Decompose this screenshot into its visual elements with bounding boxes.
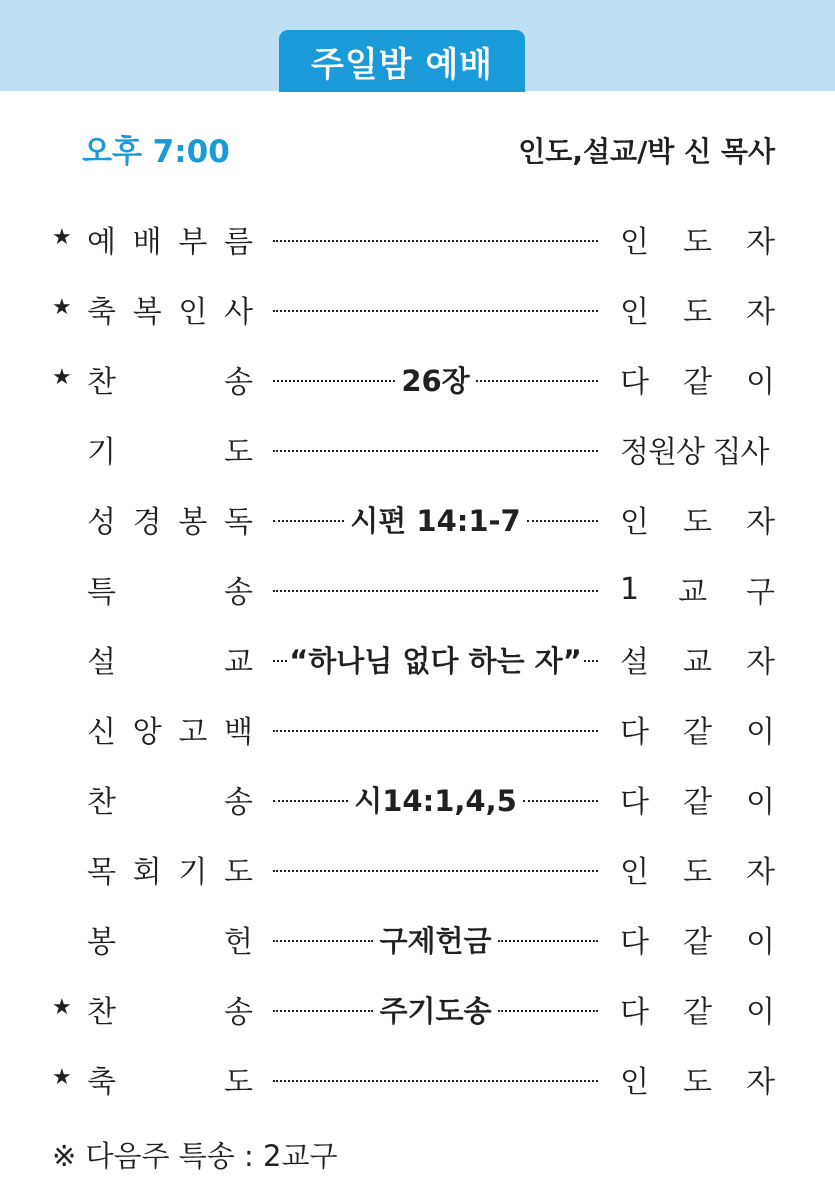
order-item-char: 찬 xyxy=(87,995,116,1030)
person-char: 이 xyxy=(746,925,775,960)
order-item-char: 찬 xyxy=(87,785,116,820)
person-char: 교 xyxy=(678,575,708,610)
order-item-person xyxy=(620,569,775,609)
order-row xyxy=(0,629,835,699)
person-char: 이 xyxy=(746,995,775,1030)
dotted-leader xyxy=(273,1059,598,1099)
next-week-note: ※ 다음주 특송 : 2교구 xyxy=(52,1139,338,1173)
person-char: 다 xyxy=(620,365,649,400)
person-char: 이 xyxy=(746,715,775,750)
preacher-info: 인도,설교/박 신 목사 xyxy=(518,135,775,168)
person-char: 다 xyxy=(620,785,649,820)
order-row xyxy=(0,1049,835,1119)
dotted-leader xyxy=(273,849,598,889)
person-char: 다 xyxy=(620,715,649,750)
order-row xyxy=(0,839,835,909)
order-item-char: 인 xyxy=(178,295,208,330)
order-item-char: 축 xyxy=(87,1065,116,1100)
person-char: 자 xyxy=(746,225,775,260)
leader-dots xyxy=(523,800,598,802)
order-item-detail: 26장 xyxy=(401,363,470,398)
person-char: 도 xyxy=(683,855,712,890)
order-item-name xyxy=(87,919,253,959)
person-char: 이 xyxy=(746,365,775,400)
order-item-char: 도 xyxy=(224,1065,253,1100)
order-item-char: 앙 xyxy=(132,715,162,750)
person-char: 인 xyxy=(620,855,649,890)
person-char: 같 xyxy=(683,365,712,400)
order-item-char: 특 xyxy=(87,575,116,610)
dotted-leader xyxy=(273,779,598,819)
order-item-char: 사 xyxy=(224,295,253,330)
person-char: 자 xyxy=(746,505,775,540)
order-item-name xyxy=(87,989,253,1029)
order-item-name xyxy=(87,359,253,399)
order-item-char: 찬 xyxy=(87,365,116,400)
person-char: 자 xyxy=(746,295,775,330)
order-item-char: 경 xyxy=(132,505,162,540)
person-char: 인 xyxy=(620,295,649,330)
order-item-name xyxy=(87,1059,253,1099)
order-item-char: 독 xyxy=(224,505,253,540)
order-item-detail: 주기도송 xyxy=(379,993,492,1028)
order-item-char: 송 xyxy=(224,365,253,400)
leader-dots xyxy=(273,450,598,452)
standing-star-icon: ★ xyxy=(52,365,72,390)
order-item-person xyxy=(620,289,775,329)
order-item-detail: “하나님 없다 하는 자” xyxy=(289,643,582,678)
order-item-person xyxy=(620,219,775,259)
order-item-char: 배 xyxy=(132,225,162,260)
order-row xyxy=(0,349,835,419)
standing-star-icon: ★ xyxy=(52,1065,72,1090)
order-item-char: 도 xyxy=(224,435,253,470)
dotted-leader xyxy=(273,709,598,749)
order-item-char: 고 xyxy=(178,715,208,750)
person-char: 이 xyxy=(746,785,775,820)
order-item-name xyxy=(87,429,253,469)
order-item-person xyxy=(620,779,775,819)
dotted-leader xyxy=(273,919,598,959)
order-row xyxy=(0,909,835,979)
order-item-char: 성 xyxy=(87,505,116,540)
order-item-person xyxy=(620,709,775,749)
leader-dots xyxy=(273,730,598,732)
person-char: 같 xyxy=(683,995,712,1030)
order-row xyxy=(0,419,835,489)
order-row xyxy=(0,489,835,559)
standing-star-icon: ★ xyxy=(52,995,72,1020)
order-row xyxy=(0,699,835,769)
leader-dots xyxy=(273,1010,373,1012)
person-char: 자 xyxy=(746,645,775,680)
leader-dots xyxy=(273,590,598,592)
person-char: 도 xyxy=(683,1065,712,1100)
order-item-char: 회 xyxy=(132,855,162,890)
person-char: 1 xyxy=(620,571,640,607)
order-item-detail: 구제헌금 xyxy=(379,923,492,958)
order-item-char: 송 xyxy=(224,785,253,820)
dotted-leader xyxy=(273,359,598,399)
leader-dots xyxy=(273,940,373,942)
person-char: 같 xyxy=(683,925,712,960)
order-item-char: 설 xyxy=(87,645,116,680)
order-item-char: 봉 xyxy=(87,925,116,960)
order-item-char: 축 xyxy=(87,295,116,330)
person-char: 도 xyxy=(683,225,712,260)
leader-dots xyxy=(584,660,598,662)
order-item-char: 도 xyxy=(224,855,253,890)
order-item-char: 부 xyxy=(178,225,208,260)
order-row xyxy=(0,979,835,1049)
order-item-char: 신 xyxy=(87,715,116,750)
leader-dots xyxy=(498,940,598,942)
order-item-char: 예 xyxy=(87,225,116,260)
standing-star-icon: ★ xyxy=(52,295,72,320)
order-item-char: 기 xyxy=(178,855,208,890)
order-item-detail: 시14:1,4,5 xyxy=(354,783,517,818)
service-title: 주일밤 예배 xyxy=(310,44,494,85)
leader-dots xyxy=(273,800,348,802)
standing-star-icon: ★ xyxy=(52,225,72,250)
order-item-name xyxy=(87,289,253,329)
order-item-char: 송 xyxy=(224,575,253,610)
leader-dots xyxy=(273,380,395,382)
order-row xyxy=(0,279,835,349)
order-item-person xyxy=(620,989,775,1029)
order-item-char: 기 xyxy=(87,435,116,470)
person-char: 다 xyxy=(620,925,649,960)
leader-dots xyxy=(273,240,598,242)
person-char: 인 xyxy=(620,225,649,260)
leader-dots xyxy=(476,380,598,382)
order-item-person xyxy=(620,359,775,399)
leader-dots xyxy=(273,520,344,522)
person-char: 구 xyxy=(746,575,775,610)
service-time: 오후 7:00 xyxy=(82,134,230,170)
order-item-name xyxy=(87,779,253,819)
order-item-name xyxy=(87,219,253,259)
order-item-person: 정원상 집사 xyxy=(620,435,769,470)
leader-dots xyxy=(273,1080,598,1082)
order-item-char: 복 xyxy=(132,295,162,330)
order-item-person xyxy=(620,1059,775,1099)
person-char: 설 xyxy=(620,645,649,680)
leader-dots xyxy=(498,1010,598,1012)
order-item-person xyxy=(620,849,775,889)
person-char: 교 xyxy=(683,645,712,680)
service-title-tab xyxy=(279,30,525,92)
order-item-person xyxy=(620,639,775,679)
order-row xyxy=(0,559,835,629)
person-char: 자 xyxy=(746,1065,775,1100)
order-row xyxy=(0,209,835,279)
dotted-leader xyxy=(273,569,598,609)
person-char: 같 xyxy=(683,715,712,750)
order-item-name xyxy=(87,499,253,539)
dotted-leader xyxy=(273,989,598,1029)
dotted-leader xyxy=(273,429,598,469)
order-item-name xyxy=(87,709,253,749)
order-item-char: 송 xyxy=(224,995,253,1030)
order-item-char: 교 xyxy=(224,645,253,680)
order-item-person xyxy=(620,919,775,959)
order-item-char: 봉 xyxy=(178,505,208,540)
order-item-name xyxy=(87,849,253,889)
leader-dots xyxy=(273,310,598,312)
order-item-detail: 시편 14:1-7 xyxy=(350,503,521,538)
leader-dots xyxy=(273,870,598,872)
leader-dots xyxy=(273,660,287,662)
person-char: 인 xyxy=(620,505,649,540)
person-char: 자 xyxy=(746,855,775,890)
order-item-name xyxy=(87,569,253,609)
dotted-leader xyxy=(273,219,598,259)
person-char: 도 xyxy=(683,505,712,540)
person-char: 도 xyxy=(683,295,712,330)
dotted-leader xyxy=(273,499,598,539)
order-item-char: 목 xyxy=(87,855,116,890)
person-char: 같 xyxy=(683,785,712,820)
order-row xyxy=(0,769,835,839)
order-item-person xyxy=(620,499,775,539)
leader-dots xyxy=(527,520,598,522)
dotted-leader xyxy=(273,639,598,679)
dotted-leader xyxy=(273,289,598,329)
person-char: 다 xyxy=(620,995,649,1030)
order-item-char: 헌 xyxy=(224,925,253,960)
order-item-char: 름 xyxy=(224,225,253,260)
order-item-name xyxy=(87,639,253,679)
person-char: 인 xyxy=(620,1065,649,1100)
order-item-char: 백 xyxy=(224,715,253,750)
